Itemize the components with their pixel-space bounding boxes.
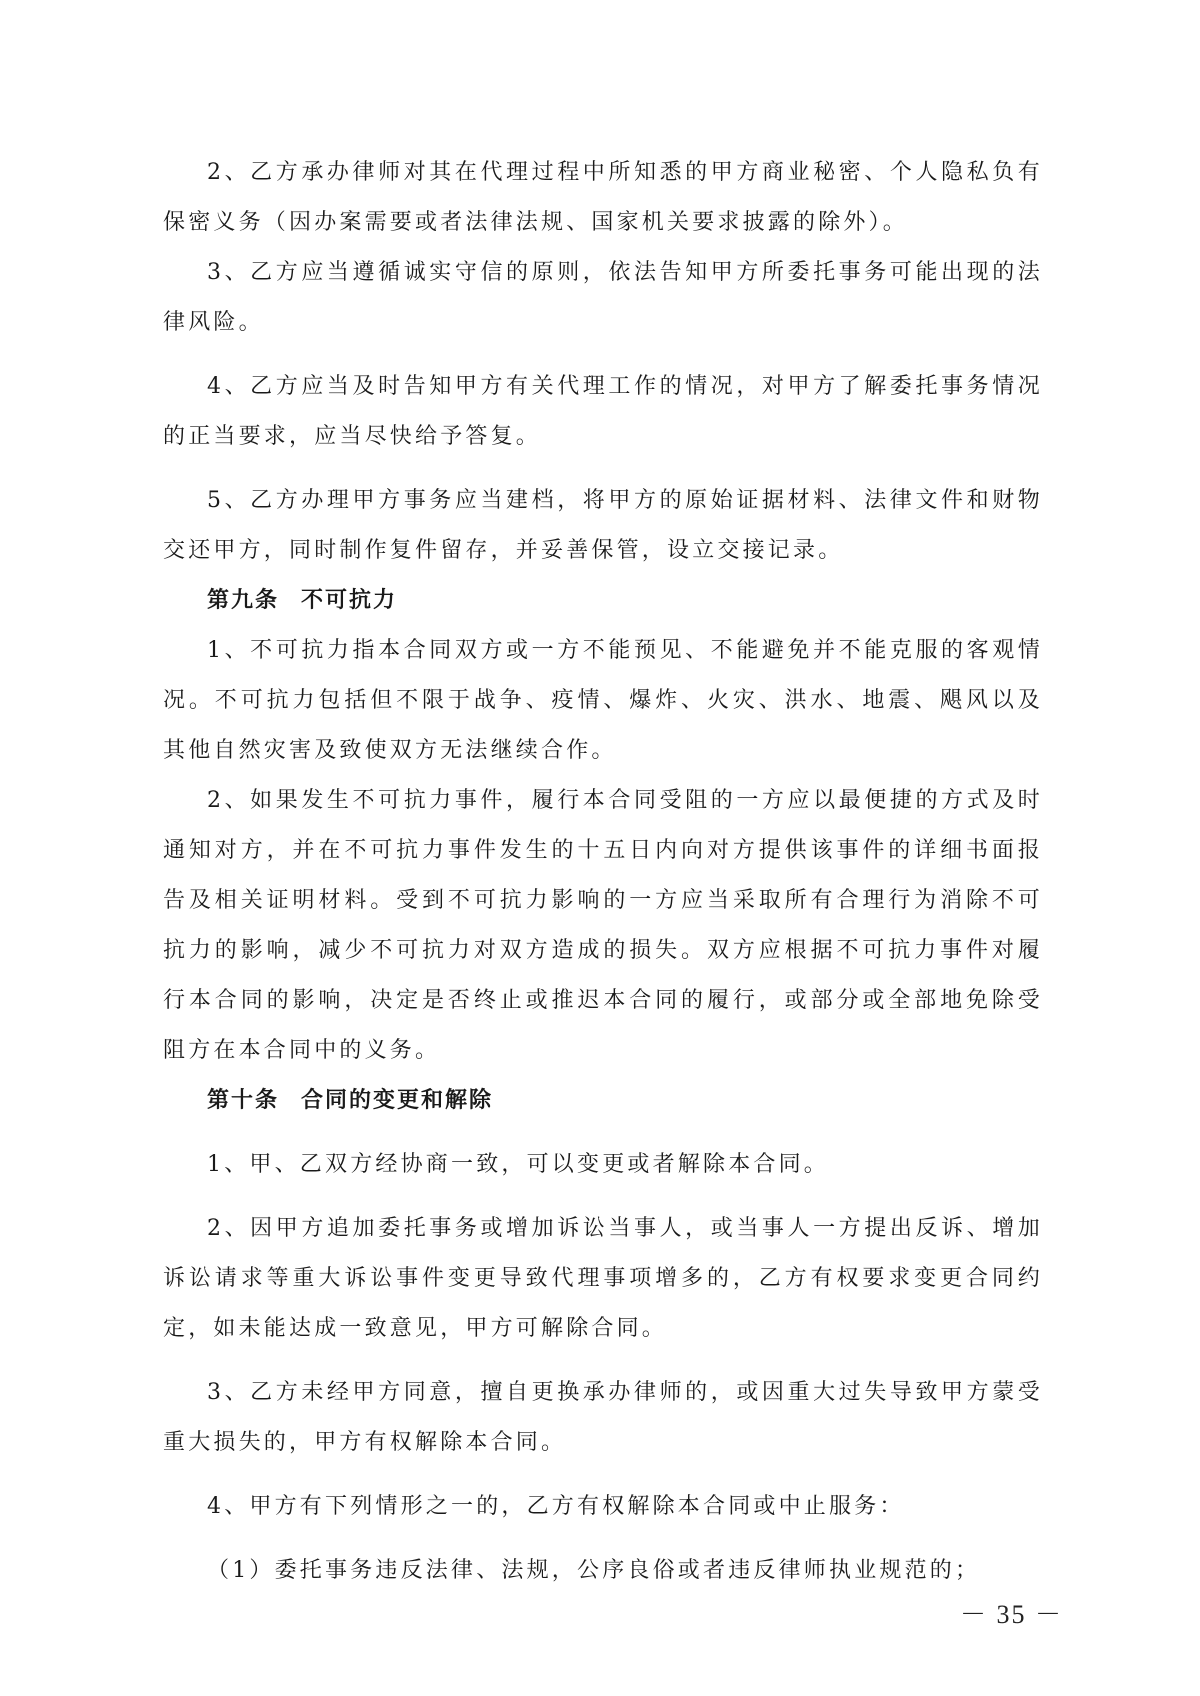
- paragraph-archive: 5、乙方办理甲方事务应当建档，将甲方的原始证据材料、法律文件和财物交还甲方，同时制作复件留存，并妥善保管，设立交接记录。: [163, 488, 1043, 563]
- article-9-paragraph-2: 2、如果发生不可抗力事件，履行本合同受阻的一方应以最便捷的方式及时通知对方，并在不可抗力事件发生的十五日内向对方提供该事件的详细书面报告及相关证明材料。受到不可抗力影响的一方应当采取所有合理行为消除不可抗力的影响，减少不可抗力对双方造成的损失。双方应根据不可抗力事件对履行本合同的影响，决定是否终止或推迟本合同的履行，或部分或全部地免除受阻方在本合同中的义务。: [163, 788, 1043, 1063]
- article-9-title: 不可抗力: [301, 588, 398, 613]
- article-10-paragraph-1: 1、甲、乙双方经协商一致，可以变更或者解除本合同。: [207, 1152, 829, 1177]
- paragraph-confidentiality: 2、乙方承办律师对其在代理过程中所知悉的甲方商业秘密、个人隐私负有保密义务（因办案需要或者法律法规、国家机关要求披露的除外）。: [163, 160, 1043, 235]
- article-9-heading: [163, 576, 1043, 626]
- article-10-sub-item-1: （1）委托事务违反法律、法规，公序良俗或者违反律师执业规范的；: [207, 1558, 981, 1583]
- document-body: [163, 148, 1043, 1596]
- article-10-paragraph-4: 4、甲方有下列情形之一的，乙方有权解除本合同或中止服务：: [207, 1494, 905, 1519]
- article-9-number: 第九条: [207, 588, 280, 613]
- article-9-paragraph-1: 1、不可抗力指本合同双方或一方不能预见、不能避免并不能克服的客观情况。不可抗力包括但不限于战争、疫情、爆炸、火灾、洪水、地震、飓风以及其他自然灾害及致使双方无法继续合作。: [163, 638, 1043, 763]
- paragraph-honesty: 3、乙方应当遵循诚实守信的原则，依法告知甲方所委托事务可能出现的法律风险。: [163, 260, 1043, 335]
- page-number: － 35 －: [960, 1600, 1064, 1629]
- article-10-title: 合同的变更和解除: [301, 1088, 494, 1113]
- paragraph-inform: 4、乙方应当及时告知甲方有关代理工作的情况，对甲方了解委托事务情况的正当要求，应当尽快给予答复。: [163, 374, 1043, 449]
- article-10-paragraph-3: 3、乙方未经甲方同意，擅自更换承办律师的，或因重大过失导致甲方蒙受重大损失的，甲方有权解除本合同。: [163, 1380, 1043, 1455]
- article-10-number: 第十条: [207, 1088, 280, 1113]
- article-10-paragraph-2: 2、因甲方追加委托事务或增加诉讼当事人，或当事人一方提出反诉、增加诉讼请求等重大诉讼事件变更导致代理事项增多的，乙方有权要求变更合同约定，如未能达成一致意见，甲方可解除合同。: [163, 1216, 1043, 1341]
- article-10-heading: [163, 1076, 1043, 1126]
